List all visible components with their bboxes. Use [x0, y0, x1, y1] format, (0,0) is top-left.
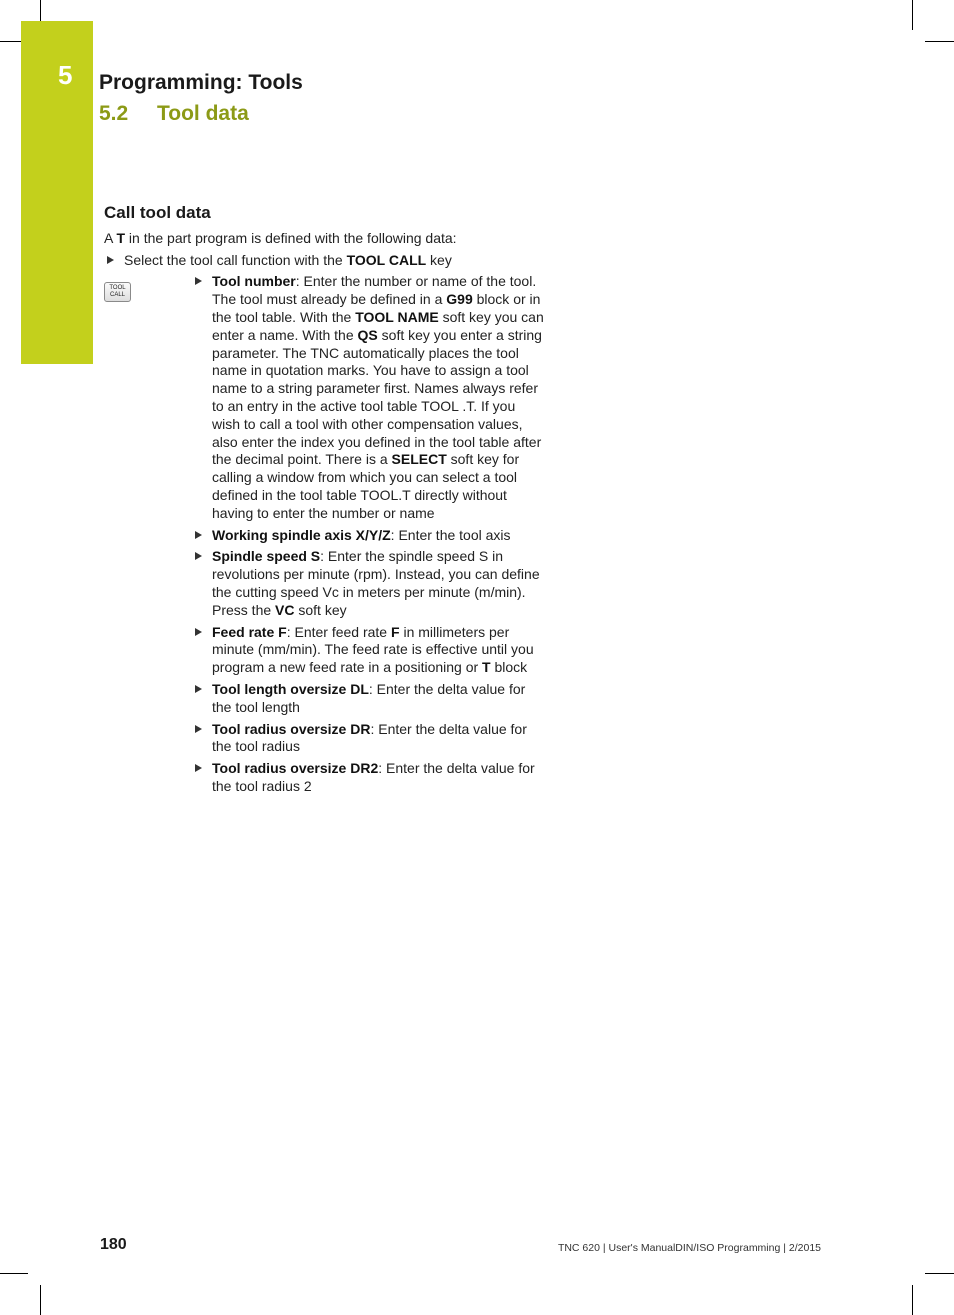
crop-mark: [912, 0, 913, 30]
keyword: SELECT: [391, 451, 447, 468]
keyword: F: [391, 623, 400, 640]
tool-call-key-icon: [104, 282, 131, 302]
step-text: key: [426, 251, 452, 268]
list-item: Tool length oversize DL: Enter the delta value for the tool length: [192, 681, 544, 717]
arrow-right-icon: [107, 256, 114, 264]
crop-mark: [925, 1273, 954, 1274]
softkey-line: CALL: [109, 292, 125, 298]
chapter-number: 5: [58, 60, 73, 90]
arrow-right-icon: [195, 552, 202, 560]
arrow-right-icon: [195, 685, 202, 693]
list-item: Tool radius oversize DR: Enter the delta value for the tool radius: [192, 721, 544, 757]
arrow-right-icon: [195, 725, 202, 733]
keyword: Working spindle axis X/Y/Z: [212, 526, 391, 543]
crop-mark: [0, 1273, 28, 1274]
instruction-step: [104, 252, 544, 270]
crop-mark: [925, 41, 954, 42]
section-label: Tool data: [157, 102, 249, 125]
keyword: Tool radius oversize DR2: [212, 760, 379, 777]
keyword: Feed rate F: [212, 623, 287, 640]
section-number: 5.2: [99, 102, 129, 125]
keyword: QS: [357, 326, 378, 343]
arrow-right-icon: [195, 277, 202, 285]
list-item: Tool number: Enter the number or name of the tool. The tool must already be defined in a G99 block or in the tool table. With the TOOL NAME soft key you can enter a name. With the QS soft key you enter a string parameter. The TNC automatically places the tool name in quotation marks. You have to assign a tool name to a string parameter first. Names always refer to an entry in the active tool table TOOL .T. If you wish to call a tool with other compensation values, also enter the index you defined in the tool table after the decimal point. There is a SELECT soft key for calling a window from which you can select a tool defined in the tool table TOOL.T directly without having to enter the number or name: [192, 273, 544, 522]
arrow-right-icon: [195, 628, 202, 636]
keyword: Tool radius oversize DR: [212, 720, 371, 737]
intro-paragraph: [104, 230, 544, 248]
crop-mark: [40, 1285, 41, 1315]
intro-keyword: T: [116, 229, 126, 246]
step-text: Select the tool call function with the: [124, 251, 347, 268]
keyword: TOOL NAME: [355, 308, 439, 325]
keyword: T: [482, 659, 491, 676]
option-list: [104, 273, 544, 795]
keyword: Tool number: [212, 273, 296, 290]
list-item: Working spindle axis X/Y/Z: Enter the tool axis: [192, 527, 544, 545]
page-number: 180: [100, 1236, 127, 1253]
content: [104, 204, 544, 800]
chapter-title: Programming: Tools: [99, 71, 303, 94]
footer-text: TNC 620 | User's ManualDIN/ISO Programming | 2/2015: [557, 1242, 821, 1254]
crop-mark: [912, 1285, 913, 1315]
section-heading: Call tool data: [104, 203, 211, 222]
list-item: Spindle speed S: Enter the spindle speed S in revolutions per minute (rpm). Instead, you can define the cutting speed Vc in meters per minute (m/min). Press the VC soft key: [192, 548, 544, 619]
crop-mark: [40, 0, 41, 21]
keyword: G99: [446, 291, 473, 308]
step-keyword: TOOL CALL: [346, 251, 427, 268]
keyword: Tool length oversize DL: [212, 680, 369, 697]
intro-text: in the part program is defined with the following data:: [125, 229, 457, 246]
arrow-right-icon: [195, 764, 202, 772]
keyword: VC: [275, 601, 295, 618]
section-title: [99, 102, 249, 126]
keyword: Spindle speed S: [212, 548, 321, 565]
list-item: Tool radius oversize DR2: Enter the delta value for the tool radius 2: [192, 760, 544, 796]
list-item: Feed rate F: Enter feed rate F in millimeters per minute (mm/min). The feed rate is effective until you program a new feed rate in a positioning or T block: [192, 624, 544, 677]
crop-mark: [0, 41, 21, 42]
chapter-tab: [21, 21, 93, 364]
softkey-line: TOOL: [109, 285, 126, 291]
arrow-right-icon: [195, 531, 202, 539]
intro-text: A: [104, 229, 117, 246]
